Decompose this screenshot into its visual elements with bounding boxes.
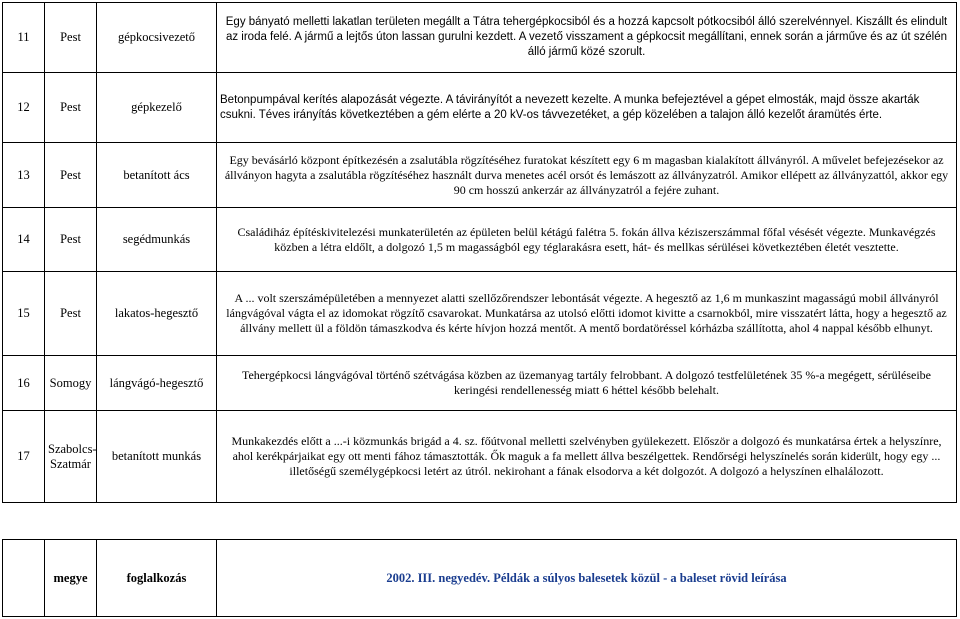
row-description: Betonpumpával kerítés alapozását végezte. A távirányítót a nevezett kezelte. A munka befejeztével a gépet elmosták, majd össze akarták csukni. Téves irányítás következtében a gém elérte a 20 kV-os távvezetéket, a gép közelében a talajon álló kezelőt áramütés érte. bbox=[217, 73, 957, 143]
header-county: megye bbox=[45, 540, 97, 617]
table-row bbox=[3, 356, 957, 411]
row-county: Pest bbox=[45, 272, 97, 356]
row-county: Pest bbox=[45, 143, 97, 208]
row-county: Pest bbox=[45, 208, 97, 272]
row-occupation: segédmunkás bbox=[97, 208, 217, 272]
row-number: 16 bbox=[3, 356, 45, 411]
row-description: Családiház építéskivitelezési munkaterületén az épületen belül kétágú falétra 5. fokán állva kéziszerszámmal főfal vésését végezte. Munkavégzés közben a létra eldőlt, a dolgozó 1,5 m magasságból egy téglarakásra esett, hát- és mellkas sérülései következtében életét vesztette. bbox=[217, 208, 957, 272]
table-row bbox=[3, 411, 957, 503]
row-number: 11 bbox=[3, 3, 45, 73]
table-row bbox=[3, 73, 957, 143]
row-description: Egy bányató melletti lakatlan területen megállt a Tátra tehergépkocsiból és a hozzá kapcsolt pótkocsiból álló szerelvénnyel. Kiszállt és elindult az iroda felé. A jármű a lejtős úton lassan gurulni kezdett. A vezető visszament a gépkocsit megállítani, ennek során a járműve és az út szélén álló jármű közé szorult. bbox=[217, 3, 957, 73]
row-occupation: betanított ács bbox=[97, 143, 217, 208]
table-row bbox=[3, 143, 957, 208]
row-county: Pest bbox=[45, 73, 97, 143]
row-description: A ... volt szerszámépületében a mennyezet alatti szellőzőrendszer lebontását végezte. A hegesztő az 1,6 m munkaszint magasságú mobil állványról lángvágóval vágta el az idomokat rögzítő csavarokat. Munkatársa az utolsó előtti idomot kivitte a csarnokból, mire visszatért látta, hogy a hegesztő az állvány mellett ül a földön támaszkodva és kérte hívjon hozzá mentőt. A mentő bordatöréssel kórházba szállította, ahol 4 nappal később elhunyt. bbox=[217, 272, 957, 356]
row-number: 17 bbox=[3, 411, 45, 503]
row-number: 15 bbox=[3, 272, 45, 356]
header-note: 2002. III. negyedév. Példák a súlyos balesetek közül - a baleset rövid leírása bbox=[217, 540, 957, 617]
row-description: Munkakezdés előtt a ...-i közmunkás brigád a 4. sz. főútvonal melletti szelvényben gyülekezett. Először a dolgozó és munkatársa értek a helyszínre, ahol kerékpárjaikat egy ott menti fához támasztották. Ők maguk a fa mellett állva beszélgettek. Rendőrségi helyszínelés során kiderült, hogy egy ... illetőségű személygépkocsi letért az útról. nekirohant a fának elsodorva a két dolgozót. A dolgozó a helyszínen elhalálozott. bbox=[217, 411, 957, 503]
row-occupation: lakatos-hegesztő bbox=[97, 272, 217, 356]
row-number: 13 bbox=[3, 143, 45, 208]
row-occupation: betanított munkás bbox=[97, 411, 217, 503]
header-row bbox=[3, 540, 957, 617]
row-description: Egy bevásárló központ építkezésén a zsalutábla rögzítéséhez furatokat készített egy 6 m magasban kialakított állványról. A művelet befejezésekor az állványon hagyta a zsalutábla rögzítéséhez használt durva menetes acél orsót és lemászott az állványzatról. Amikor ellépett az állványzattól, akkor egy 90 cm hosszú ankerzár az állványzatról a fejére zuhant. bbox=[217, 143, 957, 208]
table-row bbox=[3, 272, 957, 356]
row-occupation: gépkezelő bbox=[97, 73, 217, 143]
row-number: 14 bbox=[3, 208, 45, 272]
row-number: 12 bbox=[3, 73, 45, 143]
table-row bbox=[3, 3, 957, 73]
accident-table bbox=[2, 2, 957, 503]
header-table bbox=[2, 539, 957, 617]
row-occupation: lángvágó-hegesztő bbox=[97, 356, 217, 411]
row-county: Pest bbox=[45, 3, 97, 73]
row-occupation: gépkocsivezető bbox=[97, 3, 217, 73]
header-occupation: foglalkozás bbox=[97, 540, 217, 617]
row-county: Somogy bbox=[45, 356, 97, 411]
row-description: Tehergépkocsi lángvágóval történő szétvágása közben az üzemanyag tartály felrobbant. A dolgozó testfelületének 35 %-a megégett, sérüléseibe keringési rendellenesség miatt 6 héttel később belehalt. bbox=[217, 356, 957, 411]
table-row bbox=[3, 208, 957, 272]
header-empty-cell bbox=[3, 540, 45, 617]
row-county: Szabolcs-Szatmár bbox=[45, 411, 97, 503]
